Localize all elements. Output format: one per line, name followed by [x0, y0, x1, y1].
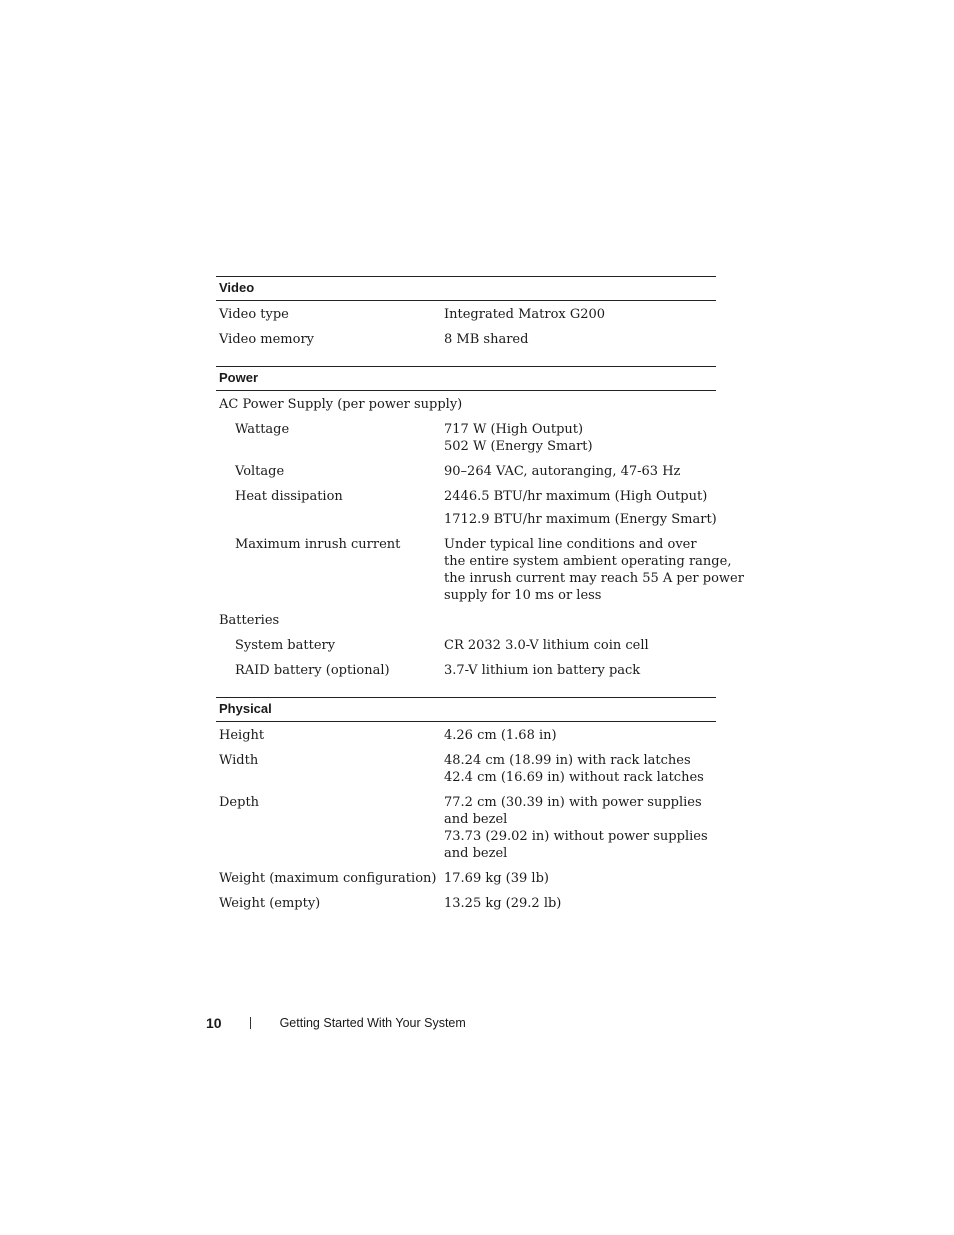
footer-separator [250, 1017, 251, 1029]
spec-value [444, 488, 717, 528]
spec-value-line: 1712.9 BTU/hr maximum (Energy Smart) [444, 512, 717, 527]
spec-row [216, 658, 716, 683]
section-physical [216, 697, 716, 922]
spec-row [216, 417, 716, 459]
spec-label: Depth [219, 795, 260, 810]
spec-row [216, 723, 716, 748]
spec-value [444, 536, 744, 604]
spec-subheading [216, 608, 716, 633]
spec-value-line: 17.69 kg (39 lb) [444, 871, 549, 886]
spec-value-line: supply for 10 ms or less [444, 588, 602, 603]
spec-value-line: 4.26 cm (1.68 in) [444, 728, 557, 743]
spec-value-line: 48.24 cm (18.99 in) with rack latches [444, 753, 691, 768]
spec-subheading [216, 392, 716, 417]
spec-value-line: Integrated Matrox G200 [444, 307, 606, 322]
spec-value [444, 662, 716, 679]
spec-value [444, 870, 716, 887]
spec-value-line: and bezel [444, 812, 508, 827]
footer-title: Getting Started With Your System [279, 1016, 466, 1030]
spec-value-line: 77.2 cm (30.39 in) with power supplies [444, 795, 702, 810]
spec-value-line: the inrush current may reach 55 A per power [444, 571, 744, 586]
spec-label: Width [219, 753, 259, 768]
spec-label: RAID battery (optional) [235, 663, 390, 678]
spec-value [444, 421, 716, 455]
spec-value [444, 306, 716, 323]
spec-row [216, 633, 716, 658]
spec-value-line: 73.73 (29.02 in) without power supplies [444, 829, 708, 844]
spec-label: Maximum inrush current [235, 537, 401, 552]
section-title: Power [216, 366, 716, 391]
spec-value-line: 2446.5 BTU/hr maximum (High Output) [444, 489, 708, 504]
spec-label: Voltage [235, 464, 285, 479]
spec-value-line: 42.4 cm (16.69 in) without rack latches [444, 770, 704, 785]
spec-row [216, 748, 716, 790]
spec-label: Batteries [219, 613, 280, 628]
spec-value [444, 752, 716, 786]
section-title: Video [216, 276, 716, 301]
spec-value-line: and bezel [444, 846, 508, 861]
spec-value [444, 637, 716, 654]
spec-label: Video type [219, 307, 289, 322]
spec-value [444, 895, 716, 912]
section-title: Physical [216, 697, 716, 722]
spec-label: Height [219, 728, 265, 743]
spec-value-line: 502 W (Energy Smart) [444, 439, 593, 454]
spec-value-line: the entire system ambient operating range, [444, 554, 732, 569]
spec-row [216, 891, 716, 916]
spec-row [216, 327, 716, 352]
page-footer [206, 1013, 466, 1033]
spec-value-line: 8 MB shared [444, 332, 529, 347]
spec-label: Wattage [235, 422, 290, 437]
spec-label: System battery [235, 638, 336, 653]
spec-label: Weight (empty) [219, 896, 321, 911]
spec-value [444, 331, 716, 348]
spec-value-line: Under typical line conditions and over [444, 537, 697, 552]
spec-value-line: CR 2032 3.0-V lithium coin cell [444, 638, 649, 653]
spec-value-line: 717 W (High Output) [444, 422, 584, 437]
spec-row [216, 532, 744, 608]
section-video [216, 276, 716, 358]
spec-label: Weight (maximum configuration) [219, 871, 437, 886]
spec-row [216, 459, 716, 484]
spec-value [444, 794, 716, 862]
spec-label: Heat dissipation [235, 489, 343, 504]
spec-value-line: 13.25 kg (29.2 lb) [444, 896, 562, 911]
spec-value [444, 727, 716, 744]
spec-table [216, 276, 744, 922]
spec-label: AC Power Supply (per power supply) [219, 397, 463, 412]
spec-value-line: 90–264 VAC, autoranging, 47-63 Hz [444, 464, 681, 479]
section-power [216, 366, 744, 689]
spec-row [216, 790, 716, 866]
spec-row [216, 484, 716, 532]
spec-row [216, 302, 716, 327]
spec-row [216, 866, 716, 891]
spec-value [444, 463, 716, 480]
page-number: 10 [206, 1015, 222, 1031]
spec-value-line: 3.7-V lithium ion battery pack [444, 663, 641, 678]
spec-label: Video memory [219, 332, 315, 347]
